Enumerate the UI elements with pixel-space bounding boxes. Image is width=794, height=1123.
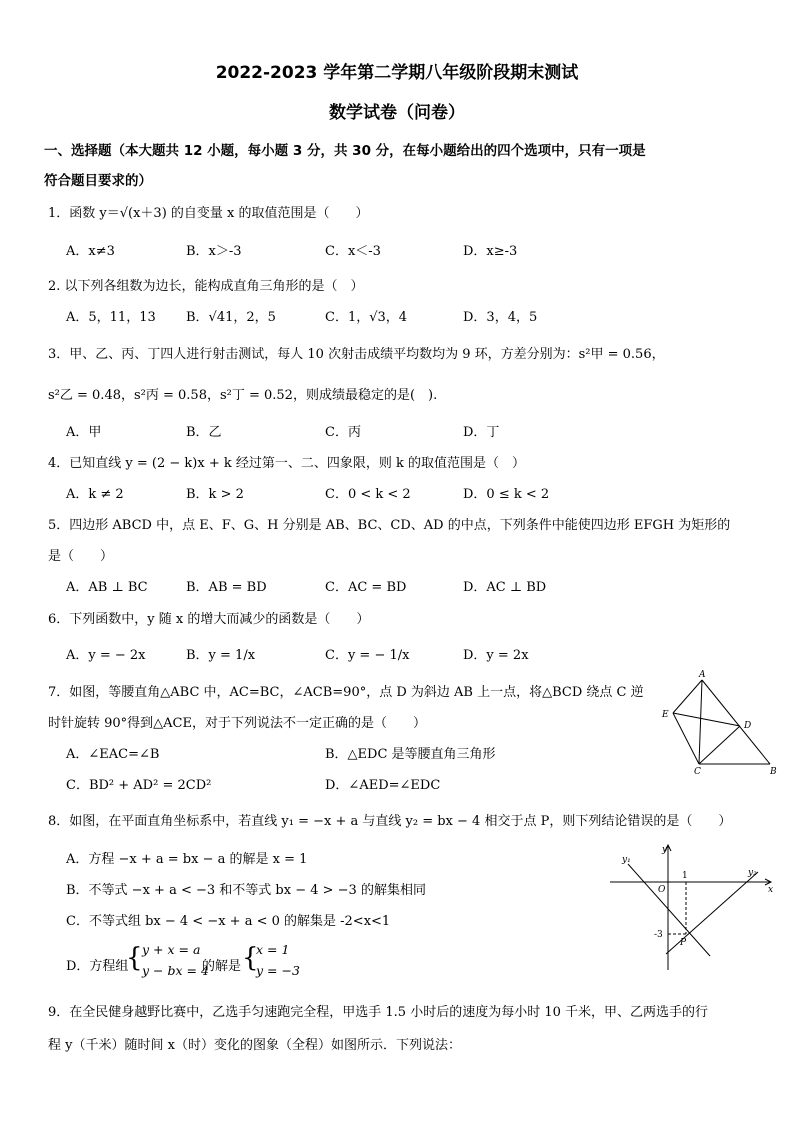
question-7-option-b: B．△EDC 是等腰直角三角形	[325, 747, 496, 762]
question-5-option-b: B．AB = BD	[186, 580, 267, 595]
label-tick-1: 1	[682, 871, 688, 881]
question-7-stem-line2: 时针旋转 90°得到△ACE，对于下列说法不一定正确的是（ ）	[48, 716, 426, 731]
question-9-stem-line1: 9．在全民健身越野比赛中，乙选手匀速跑完全程，甲选手 1.5 小时后的速度为每小时 10 千米，甲、乙两选手的行	[48, 1005, 709, 1020]
system-right-eq1: x = 1	[256, 942, 290, 957]
label-tick-neg3: -3	[654, 930, 663, 940]
label-y2: y₂	[748, 868, 757, 878]
question-5-stem-line2: 是（ ）	[48, 549, 114, 564]
question-2-option-a: A．5，11，13	[66, 310, 156, 325]
question-4-option-c: C．0 < k < 2	[325, 487, 411, 502]
figure-label-b: B	[770, 767, 777, 776]
label-origin: O	[658, 885, 666, 895]
segment-ec	[673, 713, 699, 764]
question-8-option-a: A．方程 −x + a = bx − a 的解是 x = 1	[66, 852, 308, 867]
question-8-coordinate-figure	[608, 842, 778, 974]
question-7-option-a: A．∠EAC=∠B	[66, 747, 160, 762]
section-heading-line2: 符合题目要求的）	[44, 173, 152, 189]
system-right-eq2: y = −3	[256, 963, 300, 978]
system-right-brace: {	[242, 943, 259, 973]
system-left-eq1: y + x = a	[142, 942, 201, 957]
question-7-triangle-figure	[660, 668, 785, 776]
question-6-option-a: A．y = − 2x	[66, 648, 146, 663]
question-7-option-d: D．∠AED=∠EDC	[325, 778, 441, 793]
question-6-option-b: B．y = 1/x	[186, 648, 256, 663]
label-x-axis: x	[768, 885, 774, 895]
question-8-option-d: D．方程组	[66, 959, 129, 974]
question-4-option-d: D．0 ≤ k < 2	[463, 487, 550, 502]
system-left-eq2: y − bx = 4	[142, 963, 209, 978]
question-3-option-b: B．乙	[186, 425, 222, 440]
label-y1: y₁	[622, 855, 631, 865]
section-heading-line1: 一、选择题（本大题共 12 小题，每小题 3 分，共 30 分，在每小题给出的四个选项中，只有一项是	[44, 143, 646, 159]
question-7-option-c: C．BD² + AD² = 2CD²	[66, 778, 212, 793]
figure-label-d: D	[744, 721, 752, 731]
question-1-option-c: C．x＜-3	[325, 244, 381, 259]
question-4-stem: 4．已知直线 y = (2 − k)x + k 经过第一、二、四象限，则 k 的取值范围是（ ）	[48, 456, 525, 471]
label-point-p: P	[680, 938, 687, 948]
question-2-option-d: D．3，4，5	[463, 310, 538, 325]
question-4-option-b: B．k > 2	[186, 487, 244, 502]
question-7-stem-line1: 7．如图，等腰直角△ABC 中，AC=BC，∠ACB=90°，点 D 为斜边 AB 上一点，将△BCD 绕点 C 逆	[48, 685, 644, 700]
question-5-option-a: A．AB ⊥ BC	[66, 580, 148, 595]
question-2-option-c: C．1，√3，4	[325, 310, 408, 325]
question-8-option-c: C．不等式组 bx − 4 < −x + a < 0 的解集是 -2<x<1	[66, 914, 391, 929]
label-y-axis: y	[662, 845, 668, 855]
line-y1	[628, 864, 710, 956]
question-5-option-d: D．AC ⊥ BD	[463, 580, 547, 595]
exam-title: 2022-2023 学年第二学期八年级阶段期末测试	[215, 63, 579, 83]
question-1-option-b: B．x＞-3	[186, 244, 242, 259]
question-1-option-d: D．x≥-3	[463, 244, 518, 259]
system-left-brace: {	[126, 943, 143, 973]
question-3-stem-line2: s²乙 = 0.48，s²丙 = 0.58，s²丁 = 0.52，则成绩最稳定的是( ).	[48, 388, 438, 403]
question-8-stem: 8．如图，在平面直角坐标系中，若直线 y₁ = −x + a 与直线 y₂ = bx − 4 相交于点 P，则下列结论错误的是（ ）	[48, 814, 732, 829]
question-1-stem: 1．函数 y＝√(x＋3) 的自变量 x 的取值范围是（ ）	[48, 206, 369, 221]
exam-subtitle: 数学试卷（问卷）	[329, 103, 465, 123]
segment-ac	[699, 680, 702, 764]
question-3-option-d: D．丁	[463, 425, 500, 440]
question-5-stem-line1: 5．四边形 ABCD 中，点 E、F、G、H 分别是 AB、BC、CD、AD 的中点，下列条件中能使四边形 EFGH 为矩形的	[48, 518, 731, 533]
question-3-option-c: C．丙	[325, 425, 361, 440]
question-3-option-a: A．甲	[66, 425, 102, 440]
question-5-option-c: C．AC = BD	[325, 580, 407, 595]
question-6-stem: 6．下列函数中，y 随 x 的增大而减少的函数是（ ）	[48, 612, 370, 627]
question-6-option-d: D．y = 2x	[463, 648, 529, 663]
question-2-option-b: B．√41，2，5	[186, 310, 276, 325]
figure-label-c: C	[694, 767, 701, 776]
figure-label-e: E	[662, 710, 669, 720]
system-solution-label: 的解是	[202, 959, 242, 974]
question-9-stem-line2: 程 y（千米）随时间 x（时）变化的图象（全程）如图所示．下列说法：	[48, 1038, 461, 1053]
question-3-stem-line1: 3．甲、乙、丙、丁四人进行射击测试，每人 10 次射击成绩平均数均为 9 环，方差分别为：s²甲 = 0.56，	[48, 347, 665, 362]
question-4-option-a: A．k ≠ 2	[66, 487, 124, 502]
figure-label-a: A	[699, 670, 706, 680]
question-2-stem: 2. 以下列各组数为边长，能构成直角三角形的是（ ）	[48, 279, 364, 294]
question-1-option-a: A．x≠3	[66, 244, 115, 259]
segment-ea	[673, 680, 702, 713]
question-6-option-c: C．y = − 1/x	[325, 648, 410, 663]
segment-cd	[699, 726, 740, 764]
question-8-option-b: B．不等式 −x + a < −3 和不等式 bx − 4 > −3 的解集相同	[66, 883, 426, 898]
